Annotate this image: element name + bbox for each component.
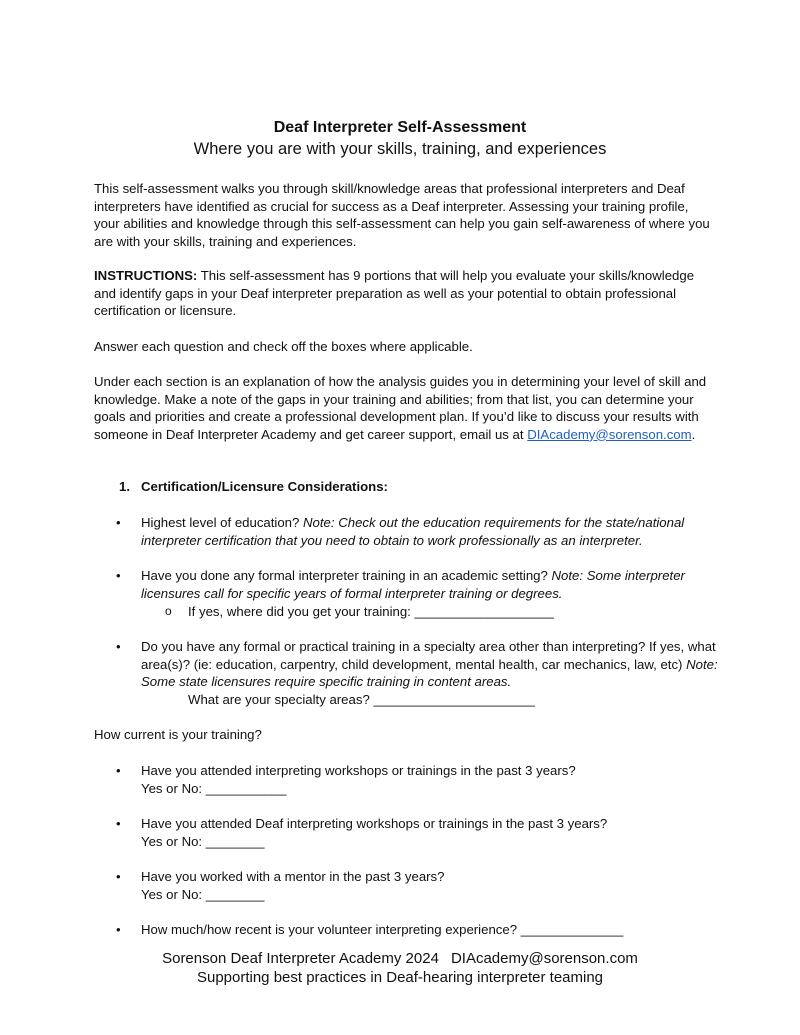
question-text: Do you have any formal or practical training in a specialty area other than interpreting? If yes, what area(s)? (ie: education, carpentry, child development, mental health, car mechanics, law, etc) [141,639,716,672]
bullet-icon: • [116,869,121,884]
answer-workshops: Yes or No: ___________ [141,781,287,796]
footer-line-1 [0,950,800,967]
section-heading-certification [119,479,388,494]
question-note: Note: Check out the education requirements for the state/national interpreter certification that you need to obtain to work professionally as an interpreter. [141,515,685,548]
explanation-text: Under each section is an explanation of how the analysis guides you in determining your level of skill and knowledge. Make a note of the gaps in your training and abilities; from that list, you can determine your goals and priorities and create a professional development plan. If you’d like to discuss your results with someone in Deaf Interpreter Academy and get career support, email us at [94,374,707,442]
question-text: Have you done any formal interpreter training in an academic setting? [141,568,552,583]
sub-bullet-icon: o [165,604,172,618]
footer-org: Sorenson Deaf Interpreter Academy 2024 [162,950,439,967]
section-heading-text: Certification/Licensure Considerations: [141,479,388,494]
question-text: Highest level of education? [141,515,304,530]
training-location-field: If yes, where did you get your training: ___________________ [188,604,554,619]
question-volunteer: How much/how recent is your volunteer interpreting experience? ______________ [141,922,624,937]
bullet-icon: • [116,639,121,654]
question-specialty-training [141,638,721,691]
specialty-areas-field: What are your specialty areas? ______________________ [188,692,535,707]
bullet-icon: • [116,816,121,831]
page-title: Deaf Interpreter Self-Assessment [273,119,527,136]
question-note: Note: Some interpreter licensures call for specific years of formal interpreter training or degrees. [141,568,685,601]
page-subtitle: Where you are with your skills, training, and experiences [193,140,607,158]
instructions-paragraph [94,267,714,320]
instructions-text: This self-assessment has 9 portions that will help you evaluate your skills/knowledge and identify gaps in your Deaf interpreter preparation as well as your potential to obtain professional certification or licensure. [94,268,695,319]
bullet-icon: • [116,568,121,583]
instructions-label: INSTRUCTIONS: [94,268,198,283]
answer-deaf-workshops: Yes or No: ________ [141,834,265,849]
bullet-icon: • [116,763,121,778]
bullet-icon: • [116,515,121,530]
explanation-end: . [691,426,696,442]
answer-mentor: Yes or No: ________ [141,887,265,902]
footer-email: DIAcademy@sorenson.com [450,950,638,967]
question-deaf-workshops: Have you attended Deaf interpreting workshops or trainings in the past 3 years? [141,816,608,831]
explanation-paragraph [94,373,714,443]
footer-tagline: Supporting best practices in Deaf-hearing interpreter teaming [196,969,604,986]
answer-note: Answer each question and check off the boxes where applicable. [94,339,473,354]
question-mentor: Have you worked with a mentor in the past 3 years? [141,869,445,884]
question-education [141,514,721,549]
current-training-heading: How current is your training? [94,727,262,742]
section-number: 1. [119,479,130,494]
intro-paragraph: This self-assessment walks you through skill/knowledge areas that professional interpreters and Deaf interpreters have identified as crucial for success as a Deaf interpreter. Assessing your training profile, your abilities and knowledge through this self-assessment can help you gain self-awareness of where you are with your skills, training and experiences. [94,181,710,249]
question-note: Note: Some state licensures require specific training in content areas. [141,656,718,690]
question-formal-training [141,567,721,602]
bullet-icon: • [116,922,121,937]
question-workshops: Have you attended interpreting workshops or trainings in the past 3 years? [141,763,576,778]
email-link[interactable]: DIAcademy@sorenson.com [527,426,692,442]
